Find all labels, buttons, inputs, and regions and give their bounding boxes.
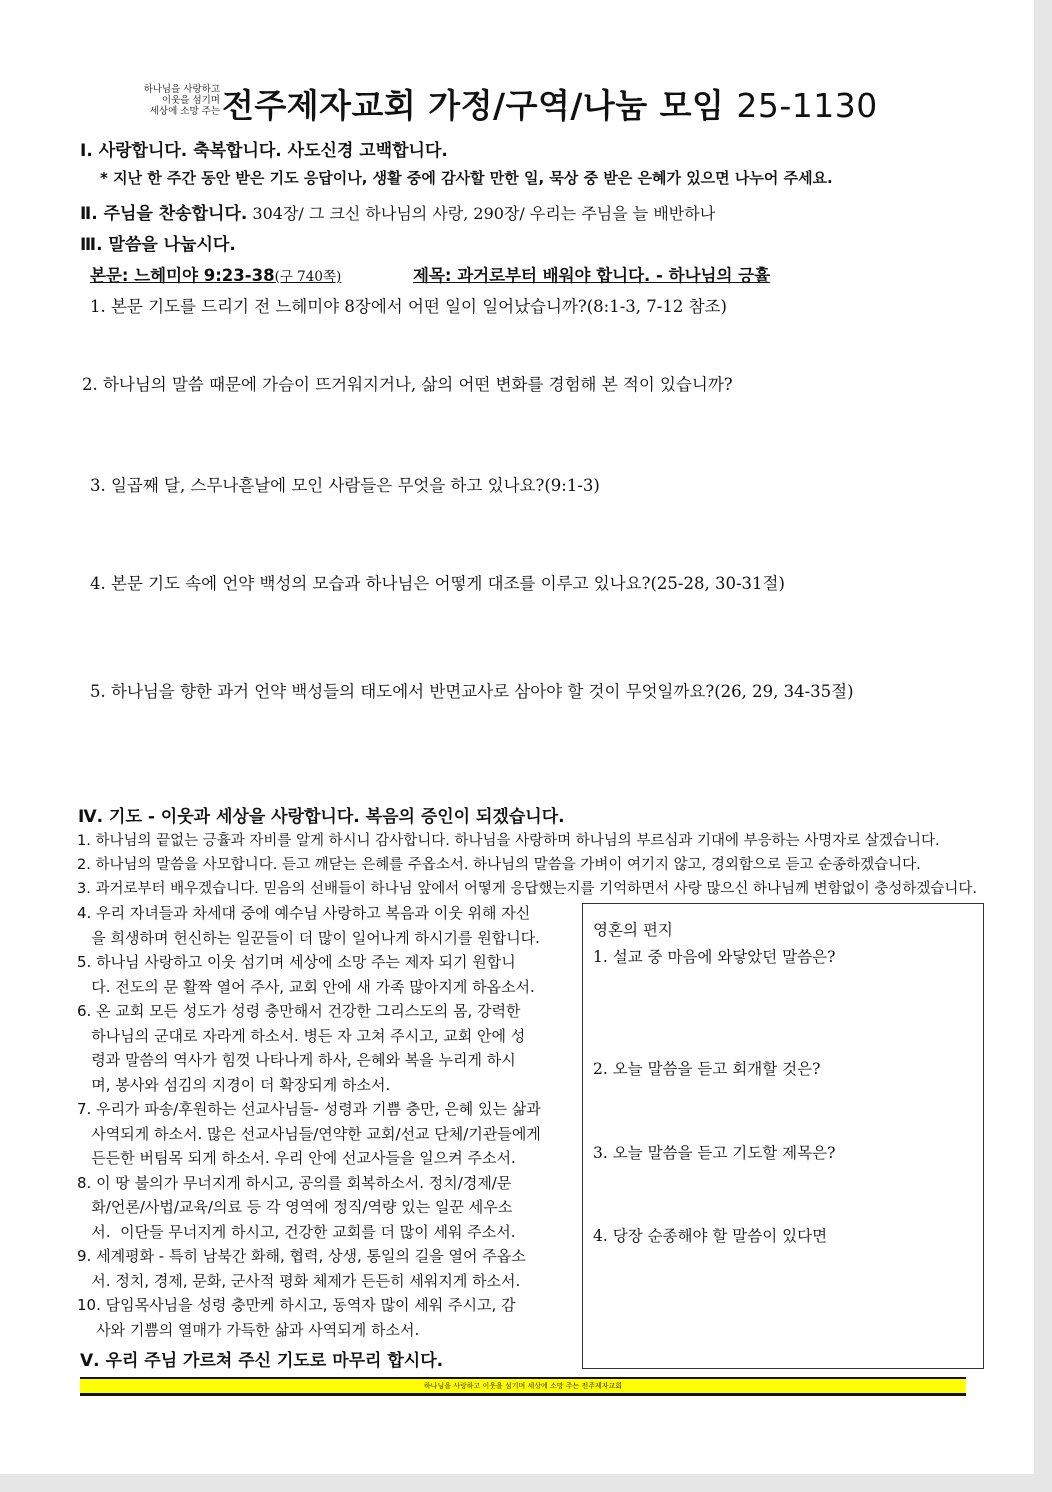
section2-row <box>80 199 715 224</box>
church-slogan <box>128 84 220 117</box>
prayer-line: 4. 우리 자녀들과 차세대 중에 예수님 사랑하고 복음과 이웃 위해 자신 <box>77 904 531 922</box>
passage-page: (구 740쪽) <box>274 269 342 285</box>
question-1: 1. 본문 기도를 드리기 전 느헤미야 8장에서 어떤 일이 일어났습니까?(8:1-3, 7-12 참조) <box>90 297 727 316</box>
question-3: 3. 일곱째 달, 스무나흗날에 모인 사람들은 무엇을 하고 있나요?(9:1-3) <box>90 476 600 495</box>
page-title <box>222 80 878 127</box>
prayer-line: 6. 온 교회 모든 성도가 성령 충만해서 건강한 그리스도의 몸, 강력한 <box>77 1002 521 1020</box>
prayer-line: 하나님의 군대로 자라게 하소서. 병든 자 고쳐 주시고, 교회 안에 성 <box>77 1026 526 1045</box>
prayer-item-3: 3. 과거로부터 배우겠습니다. 믿음의 선배들이 하나님 앞에서 어떻게 응답했는지를 기억하면서 사랑 많으신 하나님께 변함없이 충성하겠습니다. <box>77 881 977 897</box>
prayer-line: 든든한 버팀목 되게 하소서. 우리 안에 선교사들을 일으켜 주소서. <box>77 1149 516 1167</box>
title-row <box>118 80 938 124</box>
slogan-line: 이웃을 섬기며 <box>161 95 220 106</box>
prayer-item-1: 1. 하나님의 끝없는 긍휼과 자비를 알게 하시니 감사합니다. 하나님을 사랑하며 하나님의 부르심과 기대에 부응하는 사명자로 살겠습니다. <box>77 833 940 849</box>
sermon-title: 제목: 과거로부터 배워야 합니다. - 하나님의 긍휼 <box>413 266 771 285</box>
soul-letter-title: 영혼의 편지 <box>593 921 673 939</box>
passage-label: 본문: 느헤미야 9:23-38 <box>90 266 275 285</box>
question-4: 4. 본문 기도 속에 언약 백성의 모습과 하나님은 어떻게 대조를 이루고 있나요?(25-28, 30-31절) <box>90 574 785 593</box>
soul-letter-item-3: 3. 오늘 말씀을 듣고 기도할 제목은? <box>593 1144 836 1162</box>
prayer-line: 9. 세계평화 - 특히 남북간 화해, 협력, 상생, 통일의 길을 열어 주옵소 <box>77 1247 526 1265</box>
section4-heading: Ⅳ. 기도 - 이웃과 세상을 사랑합니다. 복음의 증인이 되겠습니다. <box>78 807 565 827</box>
question-2: 2. 하나님의 말씀 때문에 가슴이 뜨거워지거나, 삶의 어떤 변화를 경험해 본 적이 있습니까? <box>82 375 733 394</box>
prayer-line: 서. 정치, 경제, 문화, 군사적 평화 체제가 든든히 세워지게 하소서. <box>77 1271 521 1290</box>
soul-letter-item-2: 2. 오늘 말씀을 듣고 회개할 것은? <box>593 1060 821 1078</box>
prayer-line: 7. 우리가 파송/후원하는 선교사님들- 성령과 기쁨 충만, 은혜 있는 삶과 <box>77 1100 541 1118</box>
footer-text: 하나님을 사랑하고 이웃을 섬기며 세상에 소망 주는 전주제자교회 <box>423 1382 623 1390</box>
prayer-item-2: 2. 하나님의 말씀을 사모합니다. 듣고 깨닫는 은혜를 주옵소서. 하나님의 말씀을 가벼이 여기지 않고, 경외함으로 듣고 순종하겠습니다. <box>77 857 921 873</box>
prayer-line: 사역되게 하소서. 많은 선교사님들/연약한 교회/선교 단체/기관들에게 <box>77 1124 541 1143</box>
prayer-line: 령과 말씀의 역사가 힘껏 나타나게 하사, 은혜와 복을 누리게 하시 <box>77 1051 516 1069</box>
prayer-list-wrapped <box>77 901 577 1342</box>
soul-letter-box <box>582 903 984 1369</box>
prayer-line: 사와 기쁨의 열매가 가득한 삶과 사역되게 하소서. <box>77 1320 420 1339</box>
footer-bar <box>80 1377 966 1396</box>
soul-letter-item-1: 1. 설교 중 마음에 와닿았던 말씀은? <box>593 948 836 966</box>
section5-heading: Ⅴ. 우리 주님 가르쳐 주신 기도로 마무리 합시다. <box>80 1351 444 1371</box>
prayer-line: 을 희생하며 헌신하는 일꾼들이 더 많이 일어나게 하시기를 원합니다. <box>77 928 540 947</box>
prayer-line: 며, 봉사와 섬김의 지경이 더 확장되게 하소서. <box>77 1075 391 1094</box>
date-code: 25-1130 <box>736 86 878 125</box>
prayer-line: 화/언론/사법/교육/의료 등 각 영역에 정직/역량 있는 일꾼 세우소 <box>77 1198 513 1216</box>
question-5: 5. 하나님을 향한 과거 언약 백성들의 태도에서 반면교사로 삼아야 할 것이 무엇일까요?(26, 29, 34-35절) <box>90 682 854 701</box>
soul-letter-item-4: 4. 당장 순종해야 할 말씀이 있다면 <box>593 1227 828 1245</box>
prayer-line: 8. 이 땅 불의가 무너지게 하시고, 공의를 회복하소서. 정치/경제/문 <box>77 1173 512 1192</box>
slogan-line: 하나님을 사랑하고 <box>143 84 220 95</box>
section1-note: * 지난 한 주간 동안 받은 기도 응답이나, 생활 중에 감사할 만한 일, 묵상 중 받은 은혜가 있으면 나누어 주세요. <box>100 169 833 187</box>
title-text: 전주제자교회 가정/구역/나눔 모임 <box>222 86 725 125</box>
hymn-list: 304장/ 그 크신 하나님의 사랑, 290장/ 우리는 주님을 늘 배반하나 <box>252 204 716 223</box>
prayer-line: 다. 전도의 문 활짝 열어 주사, 교회 안에 새 가족 많아지게 하옵소서. <box>77 977 535 996</box>
section1-heading: Ⅰ. 사랑합니다. 축복합니다. 사도신경 고백합니다. <box>80 141 448 161</box>
section3-heading: Ⅲ. 말씀을 나눕시다. <box>80 235 236 255</box>
prayer-line: 5. 하나님 사랑하고 이웃 섬기며 세상에 소망 주는 제자 되기 원합니 <box>77 953 516 971</box>
passage-line <box>90 262 341 286</box>
slogan-line: 세상에 소망 주는 <box>149 106 220 117</box>
section2-heading: Ⅱ. 주님을 찬송합니다. <box>80 204 248 224</box>
prayer-line: 서. 이단들 무너지게 하시고, 건강한 교회를 더 많이 세워 주소서. <box>77 1222 516 1241</box>
prayer-line: 10. 담임목사님을 성령 충만케 하시고, 동역자 많이 세워 주시고, 감 <box>77 1296 516 1314</box>
